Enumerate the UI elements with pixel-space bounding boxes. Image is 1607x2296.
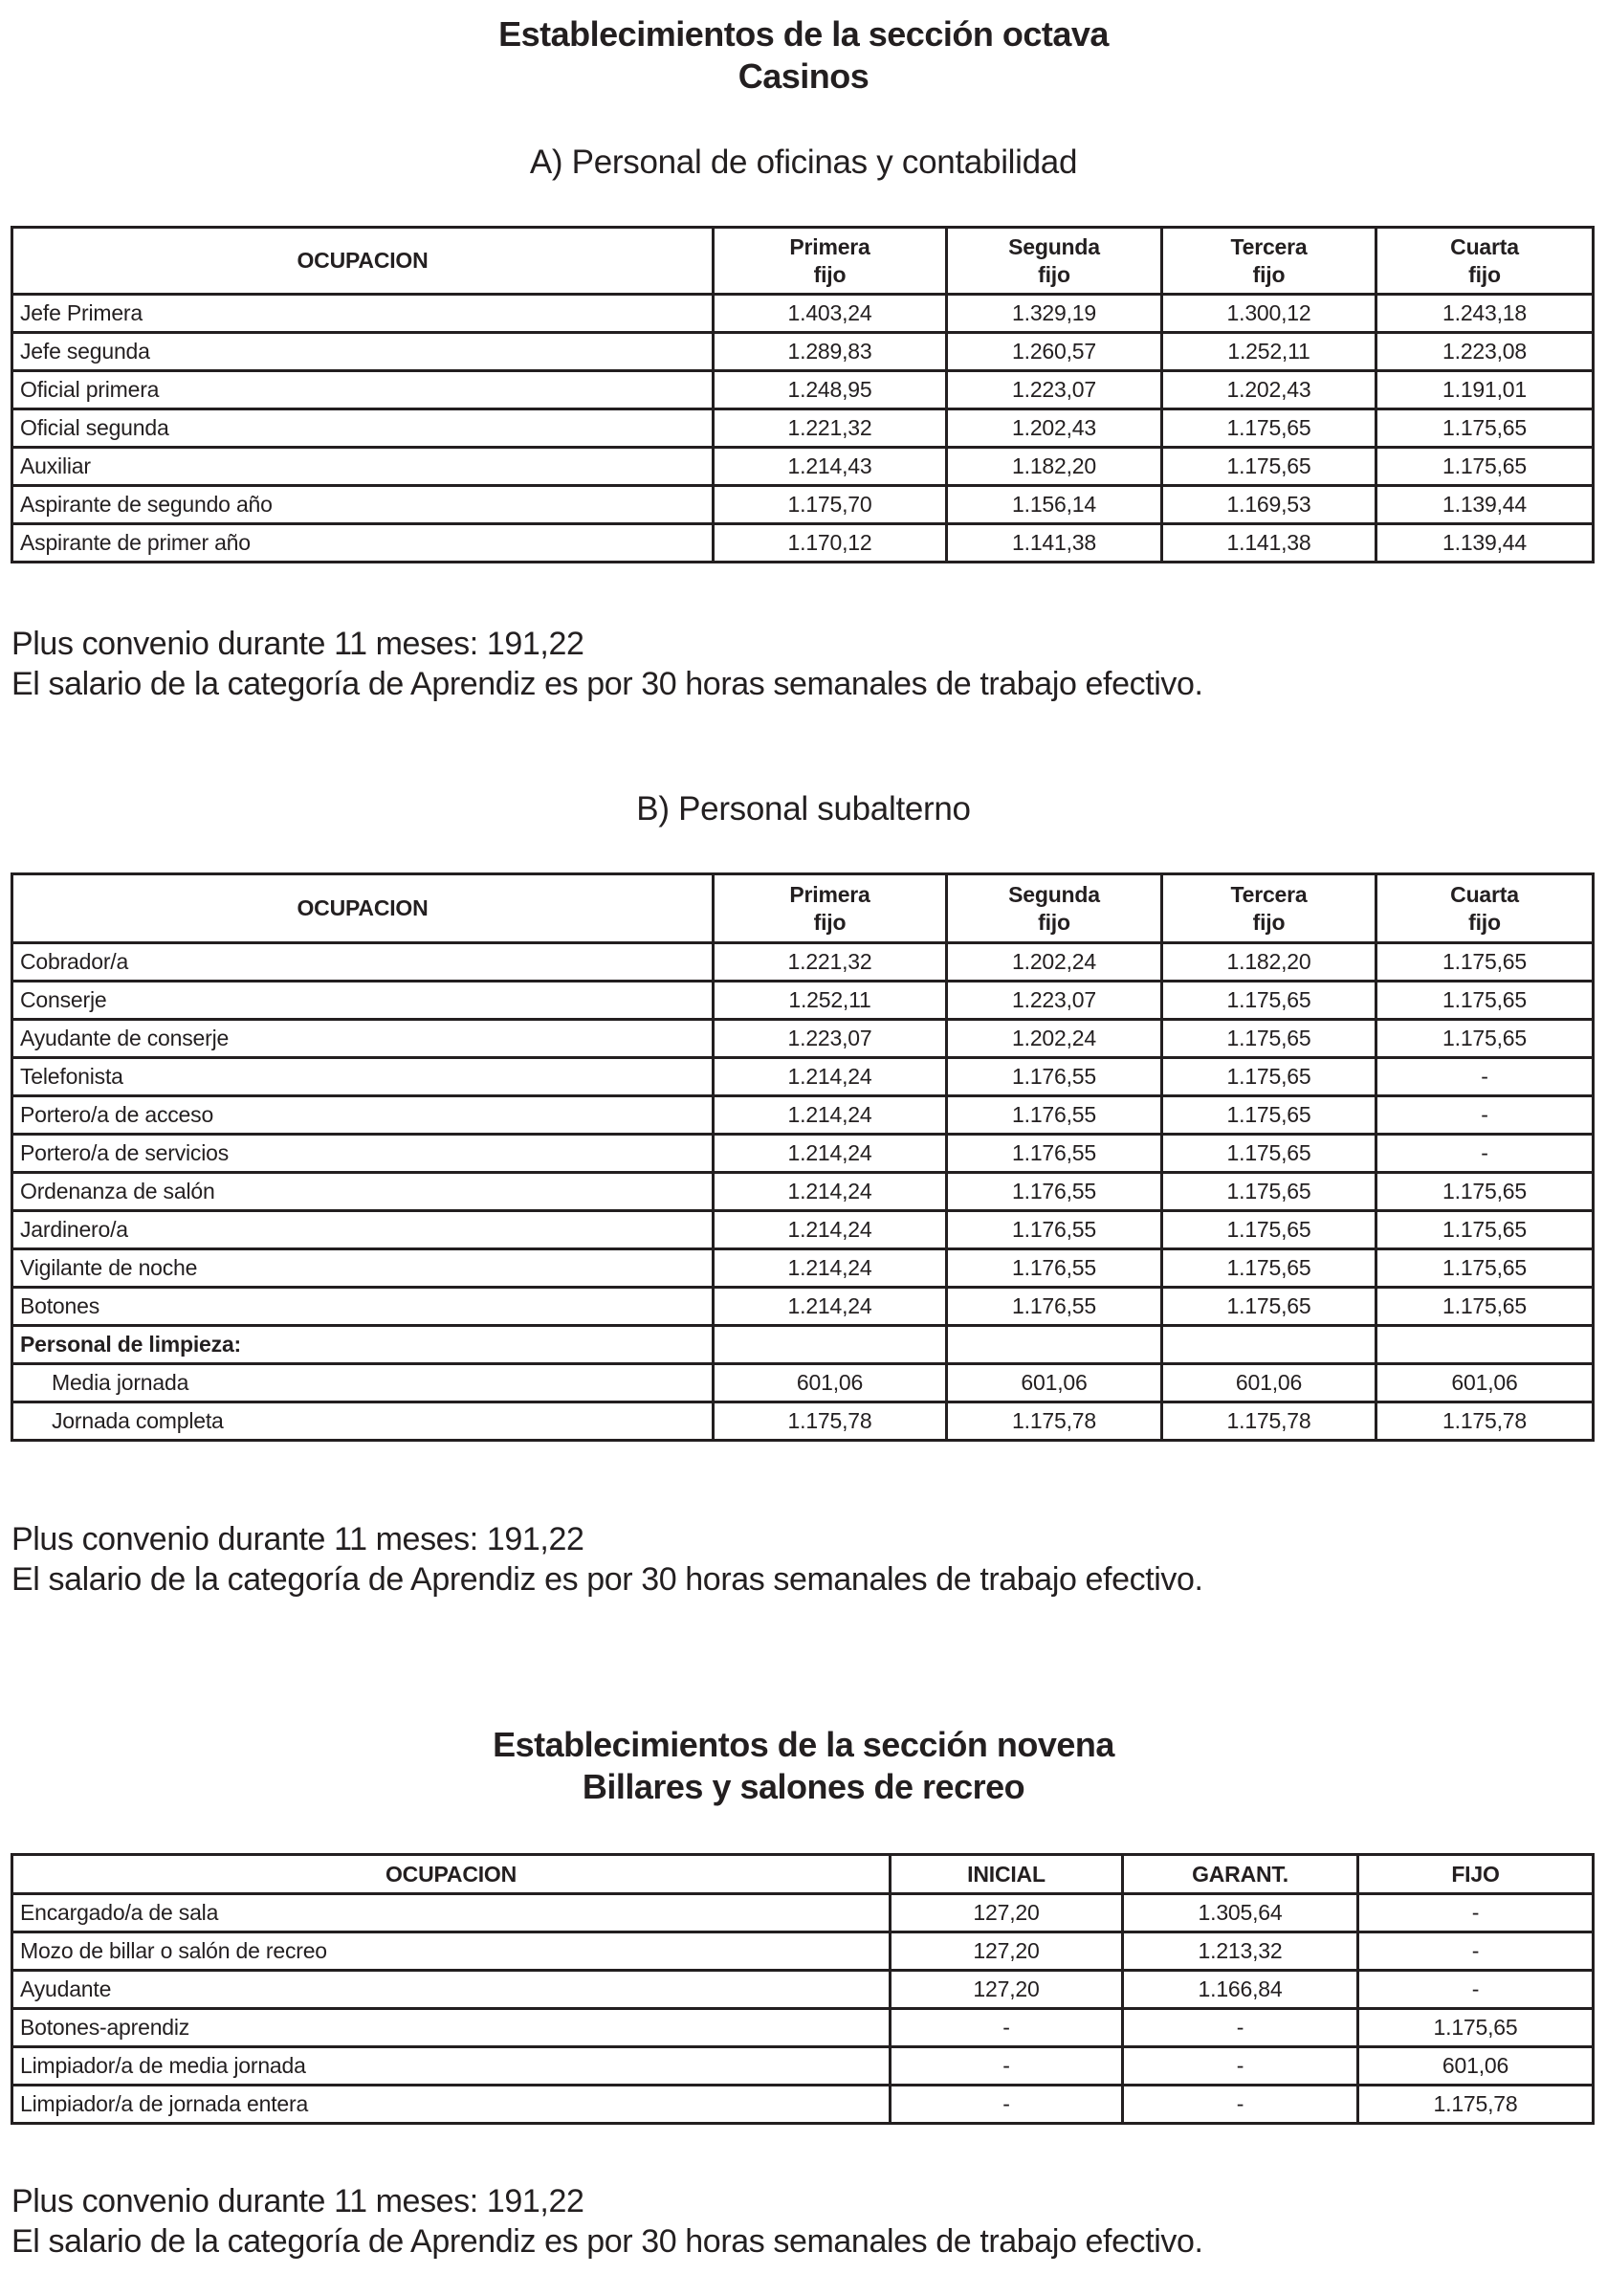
value-cell-cuarta: - [1376,1135,1594,1173]
value-cell-cuarta: 1.191,01 [1376,371,1594,409]
value-cell-primera: 1.214,24 [714,1249,947,1288]
column-header-tercera [1162,228,1376,295]
table-row [12,486,1594,524]
table-header-row [12,874,1594,943]
value-cell-fijo: 1.175,78 [1358,2086,1594,2124]
column-header-tercera [1162,874,1376,943]
value-cell-fijo: - [1358,1932,1594,1971]
value-cell-fijo: 1.175,65 [1358,2009,1594,2047]
value-cell-primera: 601,06 [714,1364,947,1402]
note-aprendiz: El salario de la categoría de Aprendiz es por 30 horas semanales de trabajo efectivo. [11,2223,1203,2260]
value-cell-primera: 1.248,95 [714,371,947,409]
header-line: fijo [813,909,847,935]
occupation-cell: Oficial primera [12,371,714,409]
value-cell-cuarta: - [1376,1058,1594,1096]
table-row [12,524,1594,563]
column-header-segunda [947,228,1162,295]
occupation-cell: Jardinero/a [12,1211,714,1249]
column-header-primera [714,228,947,295]
value-cell-segunda: 1.176,55 [947,1058,1162,1096]
value-cell-cuarta: 1.175,65 [1376,943,1594,982]
column-header-ocupacion: OCUPACION [12,228,714,295]
occupation-cell: Aspirante de primer año [12,524,714,563]
group-label-personal-limpieza: Personal de limpieza: [12,1326,714,1364]
occupation-cell: Ayudante de conserje [12,1020,714,1058]
occupation-cell: Jefe segunda [12,333,714,371]
header-line: fijo [1252,261,1286,287]
header-line: Cuarta [1450,233,1519,259]
value-cell-tercera: 1.300,12 [1162,295,1376,333]
value-cell-inicial: - [891,2086,1123,2124]
value-cell-tercera: 1.141,38 [1162,524,1376,563]
value-cell-tercera: 1.175,65 [1162,409,1376,448]
header-line: Segunda [1008,233,1100,259]
value-cell-fijo: - [1358,1971,1594,2009]
header-line: Segunda [1008,881,1100,907]
value-cell-inicial: - [891,2009,1123,2047]
value-cell-cuarta [1376,1326,1594,1364]
occupation-cell: Auxiliar [12,448,714,486]
column-header-inicial: INICIAL [891,1855,1123,1894]
value-cell-tercera: 1.175,65 [1162,1249,1376,1288]
occupation-cell: Limpiador/a de media jornada [12,2047,891,2086]
value-cell-cuarta: - [1376,1096,1594,1135]
header-line: fijo [1038,261,1070,287]
value-cell-tercera: 1.175,78 [1162,1402,1376,1441]
occupation-cell: Mozo de billar o salón de recreo [12,1932,891,1971]
header-line: fijo [1252,909,1286,935]
table-row [12,1971,1594,2009]
table-row [12,1288,1594,1326]
table-row [12,295,1594,333]
table-row [12,2047,1594,2086]
value-cell-primera: 1.403,24 [714,295,947,333]
header-line: Tercera [1230,881,1308,907]
value-cell-tercera: 1.175,65 [1162,982,1376,1020]
table-row [12,1932,1594,1971]
value-cell-segunda: 1.175,78 [947,1402,1162,1441]
table-row [12,333,1594,371]
column-header-primera [714,874,947,943]
header-line: Tercera [1230,233,1308,259]
value-cell-inicial: 127,20 [891,1971,1123,2009]
occupation-cell: Ayudante [12,1971,891,2009]
section-octava-title: Establecimientos de la sección octava [498,14,1109,54]
occupation-cell: Botones-aprendiz [12,2009,891,2047]
table-row [12,2009,1594,2047]
value-cell-tercera: 1.202,43 [1162,371,1376,409]
value-cell-cuarta: 1.175,65 [1376,1249,1594,1288]
header-line: Primera [789,233,870,259]
table-row [12,1249,1594,1288]
value-cell-cuarta: 1.175,65 [1376,1211,1594,1249]
value-cell-primera: 1.214,24 [714,1211,947,1249]
value-cell-garant: 1.166,84 [1123,1971,1358,2009]
value-cell-segunda: 1.329,19 [947,295,1162,333]
value-cell-tercera: 1.175,65 [1162,1211,1376,1249]
note-plus-convenio: Plus convenio durante 11 meses: 191,22 [11,626,584,662]
value-cell-tercera [1162,1326,1376,1364]
table-row [12,448,1594,486]
value-cell-tercera: 1.252,11 [1162,333,1376,371]
value-cell-tercera: 1.175,65 [1162,448,1376,486]
section-novena-title: Establecimientos de la sección novena [493,1725,1114,1764]
table-row [12,1135,1594,1173]
value-cell-cuarta: 1.175,65 [1376,448,1594,486]
occupation-cell: Portero/a de servicios [12,1135,714,1173]
value-cell-primera: 1.252,11 [714,982,947,1020]
occupation-cell: Jornada completa [12,1402,714,1441]
value-cell-primera [714,1326,947,1364]
header-line: fijo [1468,909,1501,935]
value-cell-segunda: 1.176,55 [947,1173,1162,1211]
section-octava-subtitle: Casinos [737,56,870,96]
table-row [12,409,1594,448]
value-cell-cuarta: 1.175,65 [1376,1288,1594,1326]
value-cell-primera: 1.221,32 [714,943,947,982]
value-cell-segunda: 1.182,20 [947,448,1162,486]
value-cell-inicial: 127,20 [891,1894,1123,1932]
table-row [12,1211,1594,1249]
occupation-cell: Oficial segunda [12,409,714,448]
value-cell-primera: 1.175,70 [714,486,947,524]
value-cell-segunda: 1.176,55 [947,1288,1162,1326]
value-cell-tercera: 1.182,20 [1162,943,1376,982]
value-cell-segunda: 1.141,38 [947,524,1162,563]
occupation-cell: Telefonista [12,1058,714,1096]
table-row [12,1364,1594,1402]
value-cell-segunda: 1.260,57 [947,333,1162,371]
value-cell-garant: - [1123,2009,1358,2047]
value-cell-tercera: 1.175,65 [1162,1058,1376,1096]
column-header-ocupacion: OCUPACION [12,874,714,943]
value-cell-segunda [947,1326,1162,1364]
table-row [12,1096,1594,1135]
occupation-cell: Encargado/a de sala [12,1894,891,1932]
value-cell-cuarta: 1.139,44 [1376,486,1594,524]
table-row [12,982,1594,1020]
table-row [12,2086,1594,2124]
occupation-cell: Aspirante de segundo año [12,486,714,524]
value-cell-segunda: 1.176,55 [947,1096,1162,1135]
note-aprendiz: El salario de la categoría de Aprendiz es por 30 horas semanales de trabajo efectivo. [11,1561,1203,1598]
table-row [12,1173,1594,1211]
value-cell-cuarta: 1.175,65 [1376,982,1594,1020]
table-row [12,371,1594,409]
header-line: fijo [1038,909,1070,935]
value-cell-fijo: - [1358,1894,1594,1932]
value-cell-cuarta: 1.175,78 [1376,1402,1594,1441]
table-row [12,1058,1594,1096]
value-cell-segunda: 1.176,55 [947,1211,1162,1249]
value-cell-segunda: 601,06 [947,1364,1162,1402]
value-cell-garant: 1.213,32 [1123,1932,1358,1971]
occupation-cell: Limpiador/a de jornada entera [12,2086,891,2124]
value-cell-cuarta: 1.175,65 [1376,409,1594,448]
value-cell-tercera: 1.175,65 [1162,1020,1376,1058]
value-cell-tercera: 1.175,65 [1162,1135,1376,1173]
value-cell-cuarta: 1.175,65 [1376,1020,1594,1058]
column-header-segunda [947,874,1162,943]
table-header-row [12,228,1594,295]
value-cell-primera: 1.175,78 [714,1402,947,1441]
note-aprendiz: El salario de la categoría de Aprendiz es por 30 horas semanales de trabajo efectivo. [11,666,1203,702]
value-cell-primera: 1.214,24 [714,1173,947,1211]
occupation-cell: Ordenanza de salón [12,1173,714,1211]
header-line: fijo [1468,261,1501,287]
table-billares [11,1853,1595,2125]
table-row [12,1402,1594,1441]
table-personal-subalterno [11,872,1595,1442]
value-cell-cuarta: 1.243,18 [1376,295,1594,333]
value-cell-segunda: 1.202,24 [947,1020,1162,1058]
value-cell-primera: 1.221,32 [714,409,947,448]
occupation-cell: Jefe Primera [12,295,714,333]
value-cell-inicial: - [891,2047,1123,2086]
column-header-cuarta [1376,228,1594,295]
value-cell-primera: 1.214,24 [714,1058,947,1096]
table-row [12,1020,1594,1058]
value-cell-primera: 1.289,83 [714,333,947,371]
note-plus-convenio: Plus convenio durante 11 meses: 191,22 [11,1521,584,1557]
value-cell-primera: 1.214,24 [714,1288,947,1326]
value-cell-tercera: 1.175,65 [1162,1096,1376,1135]
header-line: Primera [789,881,870,907]
value-cell-tercera: 601,06 [1162,1364,1376,1402]
value-cell-segunda: 1.202,43 [947,409,1162,448]
column-header-ocupacion: OCUPACION [12,1855,891,1894]
value-cell-segunda: 1.202,24 [947,943,1162,982]
occupation-cell: Portero/a de acceso [12,1096,714,1135]
value-cell-segunda: 1.156,14 [947,486,1162,524]
header-line: fijo [813,261,847,287]
column-header-fijo: FIJO [1358,1855,1594,1894]
column-header-cuarta [1376,874,1594,943]
value-cell-primera: 1.223,07 [714,1020,947,1058]
part-a-heading: A) Personal de oficinas y contabilidad [529,144,1078,181]
occupation-cell: Botones [12,1288,714,1326]
value-cell-inicial: 127,20 [891,1932,1123,1971]
table-row-group-label [12,1326,1594,1364]
value-cell-cuarta: 1.139,44 [1376,524,1594,563]
value-cell-segunda: 1.223,07 [947,371,1162,409]
table-row [12,1894,1594,1932]
value-cell-garant: - [1123,2086,1358,2124]
value-cell-cuarta: 1.175,65 [1376,1173,1594,1211]
value-cell-tercera: 1.175,65 [1162,1288,1376,1326]
value-cell-garant: - [1123,2047,1358,2086]
value-cell-garant: 1.305,64 [1123,1894,1358,1932]
value-cell-segunda: 1.223,07 [947,982,1162,1020]
part-b-heading: B) Personal subalterno [636,790,971,828]
value-cell-cuarta: 1.223,08 [1376,333,1594,371]
value-cell-primera: 1.214,24 [714,1096,947,1135]
value-cell-primera: 1.214,43 [714,448,947,486]
table-personal-oficinas [11,226,1595,563]
occupation-cell: Media jornada [12,1364,714,1402]
note-plus-convenio: Plus convenio durante 11 meses: 191,22 [11,2183,584,2219]
section-novena-subtitle: Billares y salones de recreo [582,1767,1025,1806]
header-line: Cuarta [1450,881,1519,907]
occupation-cell: Conserje [12,982,714,1020]
value-cell-primera: 1.214,24 [714,1135,947,1173]
value-cell-tercera: 1.175,65 [1162,1173,1376,1211]
value-cell-segunda: 1.176,55 [947,1135,1162,1173]
value-cell-tercera: 1.169,53 [1162,486,1376,524]
value-cell-segunda: 1.176,55 [947,1249,1162,1288]
value-cell-fijo: 601,06 [1358,2047,1594,2086]
value-cell-cuarta: 601,06 [1376,1364,1594,1402]
occupation-cell: Cobrador/a [12,943,714,982]
occupation-cell: Vigilante de noche [12,1249,714,1288]
table-row [12,943,1594,982]
column-header-garant: GARANT. [1123,1855,1358,1894]
table-header-row [12,1855,1594,1894]
value-cell-primera: 1.170,12 [714,524,947,563]
